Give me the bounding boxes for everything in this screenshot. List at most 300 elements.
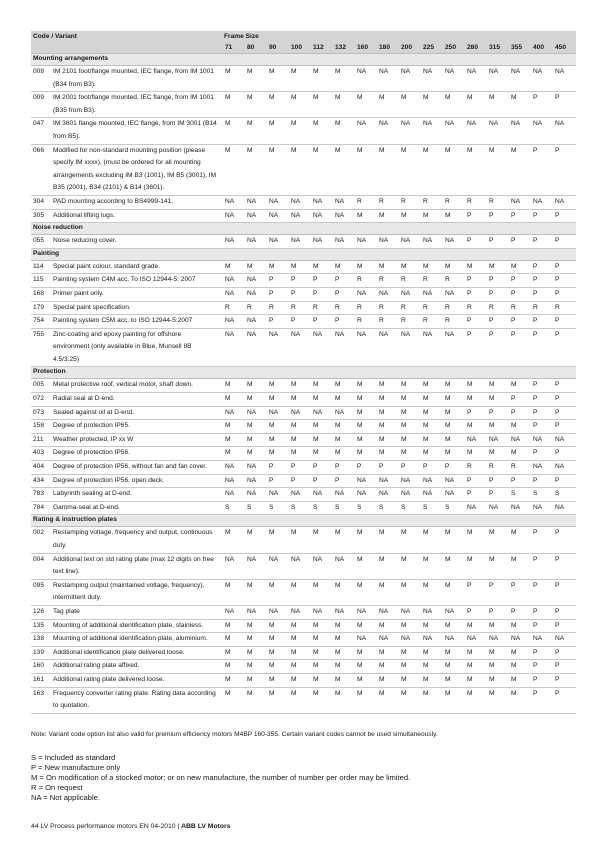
availability-cell: R [400, 301, 422, 315]
frame-size-label: 250 [444, 44, 466, 54]
availability-cell: M [312, 687, 334, 713]
availability-cell: M [224, 66, 246, 92]
availability-cell: NA [554, 461, 576, 475]
availability-cell: NA [312, 235, 334, 249]
variant-description: Modified for non-standard mounting position (please specify IM xxxx), (must be ordered for all mounting arrangements excluding IM B3 (1001), IM B5 (3001), IM B35 (2001), B34 (2101) & B14 (3601). [53, 144, 224, 195]
availability-cell: P [488, 406, 510, 420]
availability-cell: P [532, 379, 554, 393]
availability-cell: NA [224, 209, 246, 223]
availability-cell: P [554, 553, 576, 579]
availability-cell: NA [268, 488, 290, 502]
availability-cell: NA [400, 488, 422, 502]
availability-cell: NA [224, 235, 246, 249]
variant-code: 004 [31, 553, 53, 579]
availability-cell: P [532, 260, 554, 274]
variant-code: 135 [31, 619, 53, 633]
availability-cell: P [466, 474, 488, 488]
availability-cell: NA [224, 315, 246, 329]
availability-cell: P [466, 488, 488, 502]
table-row [31, 420, 576, 434]
availability-cell: P [356, 461, 378, 475]
availability-cell: M [290, 379, 312, 393]
variant-description: Degree of protection IP56, open deck. [53, 474, 224, 488]
availability-cell: R [290, 301, 312, 315]
availability-cell: R [224, 301, 246, 315]
availability-cell: M [466, 420, 488, 434]
availability-cell: M [268, 393, 290, 407]
availability-cell: NA [268, 406, 290, 420]
availability-cell: NA [444, 605, 466, 619]
variant-description: Metal protective roof, vertical motor, shaft down. [53, 379, 224, 393]
availability-cell: NA [488, 118, 510, 144]
availability-cell: NA [400, 235, 422, 249]
variant-code: 179 [31, 301, 53, 315]
availability-cell: NA [510, 433, 532, 447]
header-row [31, 31, 576, 44]
availability-cell: NA [422, 287, 444, 301]
availability-cell: S [312, 501, 334, 515]
availability-cell: M [378, 579, 400, 605]
variant-code: 783 [31, 488, 53, 502]
availability-cell: M [510, 144, 532, 195]
availability-cell: NA [554, 501, 576, 515]
availability-cell: NA [400, 118, 422, 144]
availability-cell: NA [268, 235, 290, 249]
availability-cell: R [466, 461, 488, 475]
availability-cell: P [268, 274, 290, 288]
availability-cell: M [378, 260, 400, 274]
availability-cell: NA [400, 605, 422, 619]
availability-cell: M [378, 209, 400, 223]
availability-cell: M [488, 619, 510, 633]
availability-cell: M [466, 393, 488, 407]
availability-cell: P [268, 474, 290, 488]
availability-cell: P [334, 315, 356, 329]
availability-cell: M [224, 660, 246, 674]
availability-cell: M [444, 420, 466, 434]
availability-cell: M [444, 579, 466, 605]
availability-cell: M [334, 393, 356, 407]
variant-description: Restamping output (maintained voltage, frequency), intermittent duty. [53, 579, 224, 605]
availability-cell: NA [290, 553, 312, 579]
table-row [31, 633, 576, 647]
availability-cell: NA [356, 605, 378, 619]
availability-cell: P [334, 461, 356, 475]
variant-code: 138 [31, 633, 53, 647]
availability-cell: P [532, 619, 554, 633]
availability-cell: M [510, 379, 532, 393]
variant-description: Gamma-seal at D-end. [53, 501, 224, 515]
availability-cell: NA [268, 209, 290, 223]
availability-cell: NA [532, 461, 554, 475]
availability-cell: P [554, 619, 576, 633]
availability-cell: M [444, 260, 466, 274]
variant-code: 755 [31, 328, 53, 367]
availability-cell: P [554, 687, 576, 713]
availability-cell: M [334, 527, 356, 553]
variant-description: IM 2101 foot/flange mounted, IEC flange, from IM 1001 (B34 from B3). [53, 66, 224, 92]
table-row [31, 301, 576, 315]
table-row [31, 646, 576, 660]
availability-cell: NA [510, 66, 532, 92]
availability-cell: M [400, 406, 422, 420]
availability-cell: M [312, 673, 334, 687]
availability-cell: NA [246, 328, 268, 367]
variant-code: 114 [31, 260, 53, 274]
availability-cell: M [334, 673, 356, 687]
frame-size-row [31, 44, 576, 54]
availability-cell: P [532, 447, 554, 461]
availability-cell: M [422, 447, 444, 461]
availability-cell: P [532, 660, 554, 674]
availability-cell: M [378, 687, 400, 713]
availability-cell: M [444, 660, 466, 674]
availability-cell: P [554, 92, 576, 118]
availability-cell: P [532, 393, 554, 407]
variant-description: Degree of protection IP56. [53, 447, 224, 461]
availability-cell: NA [290, 406, 312, 420]
availability-cell: NA [356, 118, 378, 144]
section-title: Mounting arrangements [31, 54, 576, 66]
availability-cell: NA [378, 328, 400, 367]
availability-cell: NA [510, 195, 532, 209]
variant-description: Primer paint only. [53, 287, 224, 301]
availability-cell: M [510, 447, 532, 461]
variant-description: Additional text on std rating plate (max 12 digits on free text line). [53, 553, 224, 579]
availability-cell: S [246, 501, 268, 515]
availability-cell: P [466, 579, 488, 605]
section-header [31, 248, 576, 260]
availability-cell: M [400, 420, 422, 434]
availability-cell: P [554, 274, 576, 288]
availability-cell: P [290, 315, 312, 329]
footnote: Note: Variant code option list also valid for premium efficiency motors M4BP 160-355. Certain variant codes cannot be used simultaneously. [31, 731, 438, 738]
availability-cell: M [422, 379, 444, 393]
availability-cell: NA [224, 461, 246, 475]
table-row [31, 687, 576, 713]
variant-description: Degree of protection IP65. [53, 420, 224, 434]
table-row [31, 488, 576, 502]
availability-cell: R [532, 301, 554, 315]
availability-cell: R [356, 315, 378, 329]
availability-cell: M [246, 646, 268, 660]
availability-cell: NA [224, 488, 246, 502]
availability-cell: M [422, 527, 444, 553]
availability-cell: P [312, 287, 334, 301]
variant-description: Weather protected, IP xx W [53, 433, 224, 447]
availability-cell: NA [554, 433, 576, 447]
variant-description: Additional lifting lugs. [53, 209, 224, 223]
availability-cell: M [334, 66, 356, 92]
frame-size-label: 450 [554, 44, 576, 54]
availability-cell: M [378, 92, 400, 118]
availability-cell: M [466, 527, 488, 553]
frame-size-label: 90 [268, 44, 290, 54]
availability-cell: M [224, 687, 246, 713]
availability-cell: P [554, 393, 576, 407]
section-header [31, 367, 576, 379]
availability-cell: NA [312, 328, 334, 367]
availability-cell: M [444, 433, 466, 447]
availability-cell: S [378, 501, 400, 515]
availability-cell: NA [312, 209, 334, 223]
availability-cell: M [312, 393, 334, 407]
availability-cell: M [510, 673, 532, 687]
availability-cell: R [510, 301, 532, 315]
availability-cell: NA [422, 328, 444, 367]
availability-cell: M [378, 619, 400, 633]
availability-cell: P [268, 287, 290, 301]
availability-cell: M [444, 447, 466, 461]
availability-cell: P [268, 315, 290, 329]
availability-cell: M [224, 260, 246, 274]
availability-cell: M [224, 118, 246, 144]
availability-cell: M [268, 433, 290, 447]
availability-cell: P [532, 315, 554, 329]
availability-cell: M [356, 379, 378, 393]
availability-cell: S [510, 488, 532, 502]
section-title: Protection [31, 367, 576, 379]
availability-cell: M [488, 420, 510, 434]
availability-cell: R [510, 461, 532, 475]
availability-cell: M [356, 660, 378, 674]
availability-cell: M [290, 646, 312, 660]
availability-cell: NA [378, 605, 400, 619]
availability-cell: NA [356, 328, 378, 367]
variant-description: Painting system C5M acc. to ISO 12944-5:2007 [53, 315, 224, 329]
availability-cell: M [488, 673, 510, 687]
legend-item: NA = Not applicable. [31, 793, 101, 802]
availability-cell: P [554, 579, 576, 605]
table-row [31, 579, 576, 605]
availability-cell: NA [378, 118, 400, 144]
table-row [31, 461, 576, 475]
availability-cell: NA [378, 287, 400, 301]
availability-cell: M [422, 553, 444, 579]
availability-cell: M [334, 646, 356, 660]
table-row [31, 235, 576, 249]
availability-cell: NA [334, 328, 356, 367]
availability-cell: M [444, 393, 466, 407]
availability-cell: M [290, 144, 312, 195]
availability-cell: P [532, 605, 554, 619]
availability-cell: R [378, 195, 400, 209]
table-row [31, 433, 576, 447]
availability-cell: P [532, 527, 554, 553]
variant-code: 009 [31, 92, 53, 118]
availability-cell: M [444, 553, 466, 579]
variant-description: Special paint colour, standard grade. [53, 260, 224, 274]
variant-code: 002 [31, 527, 53, 553]
availability-cell: P [400, 461, 422, 475]
availability-cell: M [356, 527, 378, 553]
legend-item: M = On modification of a stocked motor; or on new manufacture, the number of number per order may be limited. [31, 773, 411, 782]
availability-cell: NA [356, 235, 378, 249]
availability-cell: P [444, 461, 466, 475]
availability-cell: NA [312, 553, 334, 579]
availability-cell: M [400, 579, 422, 605]
availability-cell: P [312, 461, 334, 475]
availability-cell: P [554, 605, 576, 619]
availability-cell: P [532, 673, 554, 687]
availability-cell: P [312, 274, 334, 288]
availability-cell: M [488, 92, 510, 118]
availability-cell: M [422, 406, 444, 420]
availability-cell: M [422, 393, 444, 407]
availability-cell: M [334, 92, 356, 118]
availability-cell: M [400, 447, 422, 461]
availability-cell: NA [488, 501, 510, 515]
variant-code: 005 [31, 379, 53, 393]
availability-cell: NA [532, 633, 554, 647]
availability-cell: R [422, 315, 444, 329]
availability-cell: P [532, 235, 554, 249]
availability-cell: NA [290, 328, 312, 367]
availability-cell: M [290, 447, 312, 461]
availability-cell: NA [422, 605, 444, 619]
frame-size-label: 180 [378, 44, 400, 54]
availability-cell: M [268, 379, 290, 393]
availability-cell: M [334, 433, 356, 447]
variant-description: Tag plate [53, 605, 224, 619]
availability-cell: M [488, 144, 510, 195]
availability-cell: R [422, 274, 444, 288]
availability-cell: M [246, 260, 268, 274]
variant-description: Degree of protection IP56, without fan and fan cover. [53, 461, 224, 475]
availability-cell: NA [400, 66, 422, 92]
availability-cell: M [488, 260, 510, 274]
availability-cell: NA [334, 553, 356, 579]
availability-cell: NA [510, 633, 532, 647]
availability-cell: NA [466, 501, 488, 515]
availability-cell: M [488, 687, 510, 713]
availability-cell: P [488, 474, 510, 488]
availability-cell: M [268, 619, 290, 633]
availability-cell: M [356, 447, 378, 461]
availability-cell: NA [532, 118, 554, 144]
availability-cell: P [466, 406, 488, 420]
availability-cell: M [422, 209, 444, 223]
availability-cell: NA [356, 66, 378, 92]
availability-cell: P [488, 579, 510, 605]
availability-cell: M [224, 447, 246, 461]
availability-cell: NA [246, 461, 268, 475]
variant-code: 160 [31, 660, 53, 674]
availability-cell: M [246, 66, 268, 92]
availability-cell: S [356, 501, 378, 515]
availability-cell: M [378, 527, 400, 553]
availability-cell: M [312, 619, 334, 633]
availability-cell: NA [224, 605, 246, 619]
availability-cell: M [268, 420, 290, 434]
availability-cell: M [400, 687, 422, 713]
availability-cell: M [510, 92, 532, 118]
availability-cell: M [488, 646, 510, 660]
availability-cell: NA [554, 195, 576, 209]
availability-cell: S [532, 488, 554, 502]
availability-cell: NA [268, 328, 290, 367]
availability-cell: NA [554, 118, 576, 144]
availability-cell: P [554, 660, 576, 674]
table-row [31, 144, 576, 195]
availability-cell: M [488, 447, 510, 461]
availability-cell: R [422, 195, 444, 209]
availability-cell: M [422, 660, 444, 674]
availability-cell: M [400, 144, 422, 195]
table-row [31, 274, 576, 288]
availability-cell: NA [246, 488, 268, 502]
availability-cell: M [356, 433, 378, 447]
availability-cell: M [290, 619, 312, 633]
availability-cell: P [312, 315, 334, 329]
footer-page-info: 44 LV Process performance motors EN 04-2010 | [31, 823, 182, 830]
availability-cell: P [532, 579, 554, 605]
variant-description: Mounting of additional identification plate, stainless. [53, 619, 224, 633]
availability-cell: M [378, 673, 400, 687]
availability-cell: P [554, 235, 576, 249]
variant-code: 305 [31, 209, 53, 223]
availability-cell: R [246, 301, 268, 315]
availability-cell: M [422, 420, 444, 434]
availability-cell: M [422, 687, 444, 713]
availability-cell: P [488, 315, 510, 329]
variant-code: 126 [31, 605, 53, 619]
availability-cell: NA [268, 553, 290, 579]
availability-cell: M [290, 420, 312, 434]
section-title: Painting [31, 248, 576, 260]
table-row [31, 118, 576, 144]
availability-cell: NA [334, 605, 356, 619]
availability-cell: P [268, 461, 290, 475]
availability-cell: M [444, 646, 466, 660]
variant-description: Restamping voltage, frequency and output, continuous duty. [53, 527, 224, 553]
variant-code: 115 [31, 274, 53, 288]
section-title: Noise reduction [31, 223, 576, 235]
availability-cell: P [334, 474, 356, 488]
availability-cell: M [268, 579, 290, 605]
availability-cell: M [224, 379, 246, 393]
variant-description: Special paint specification. [53, 301, 224, 315]
variant-description: Frequency converter rating plate. Rating data according to quotation. [53, 687, 224, 713]
variant-description: Radial seal at D-end. [53, 393, 224, 407]
availability-cell: R [400, 315, 422, 329]
availability-cell: P [532, 209, 554, 223]
availability-cell: P [488, 605, 510, 619]
availability-cell: NA [466, 66, 488, 92]
availability-cell: M [400, 92, 422, 118]
availability-cell: P [488, 209, 510, 223]
availability-cell: M [312, 660, 334, 674]
variant-description: Painting system C4M acc. To ISO 12944-5: 2007 [53, 274, 224, 288]
availability-cell: M [334, 619, 356, 633]
variant-code: 404 [31, 461, 53, 475]
availability-cell: M [290, 527, 312, 553]
availability-cell: P [466, 328, 488, 367]
availability-cell: M [268, 260, 290, 274]
availability-cell: M [246, 633, 268, 647]
table-row [31, 92, 576, 118]
availability-cell: NA [246, 274, 268, 288]
availability-cell: M [356, 260, 378, 274]
availability-cell: M [312, 92, 334, 118]
availability-cell: M [378, 660, 400, 674]
availability-cell: M [378, 406, 400, 420]
availability-cell: M [224, 433, 246, 447]
availability-cell: M [246, 673, 268, 687]
availability-cell: P [532, 328, 554, 367]
table-row [31, 660, 576, 674]
availability-cell: M [334, 144, 356, 195]
